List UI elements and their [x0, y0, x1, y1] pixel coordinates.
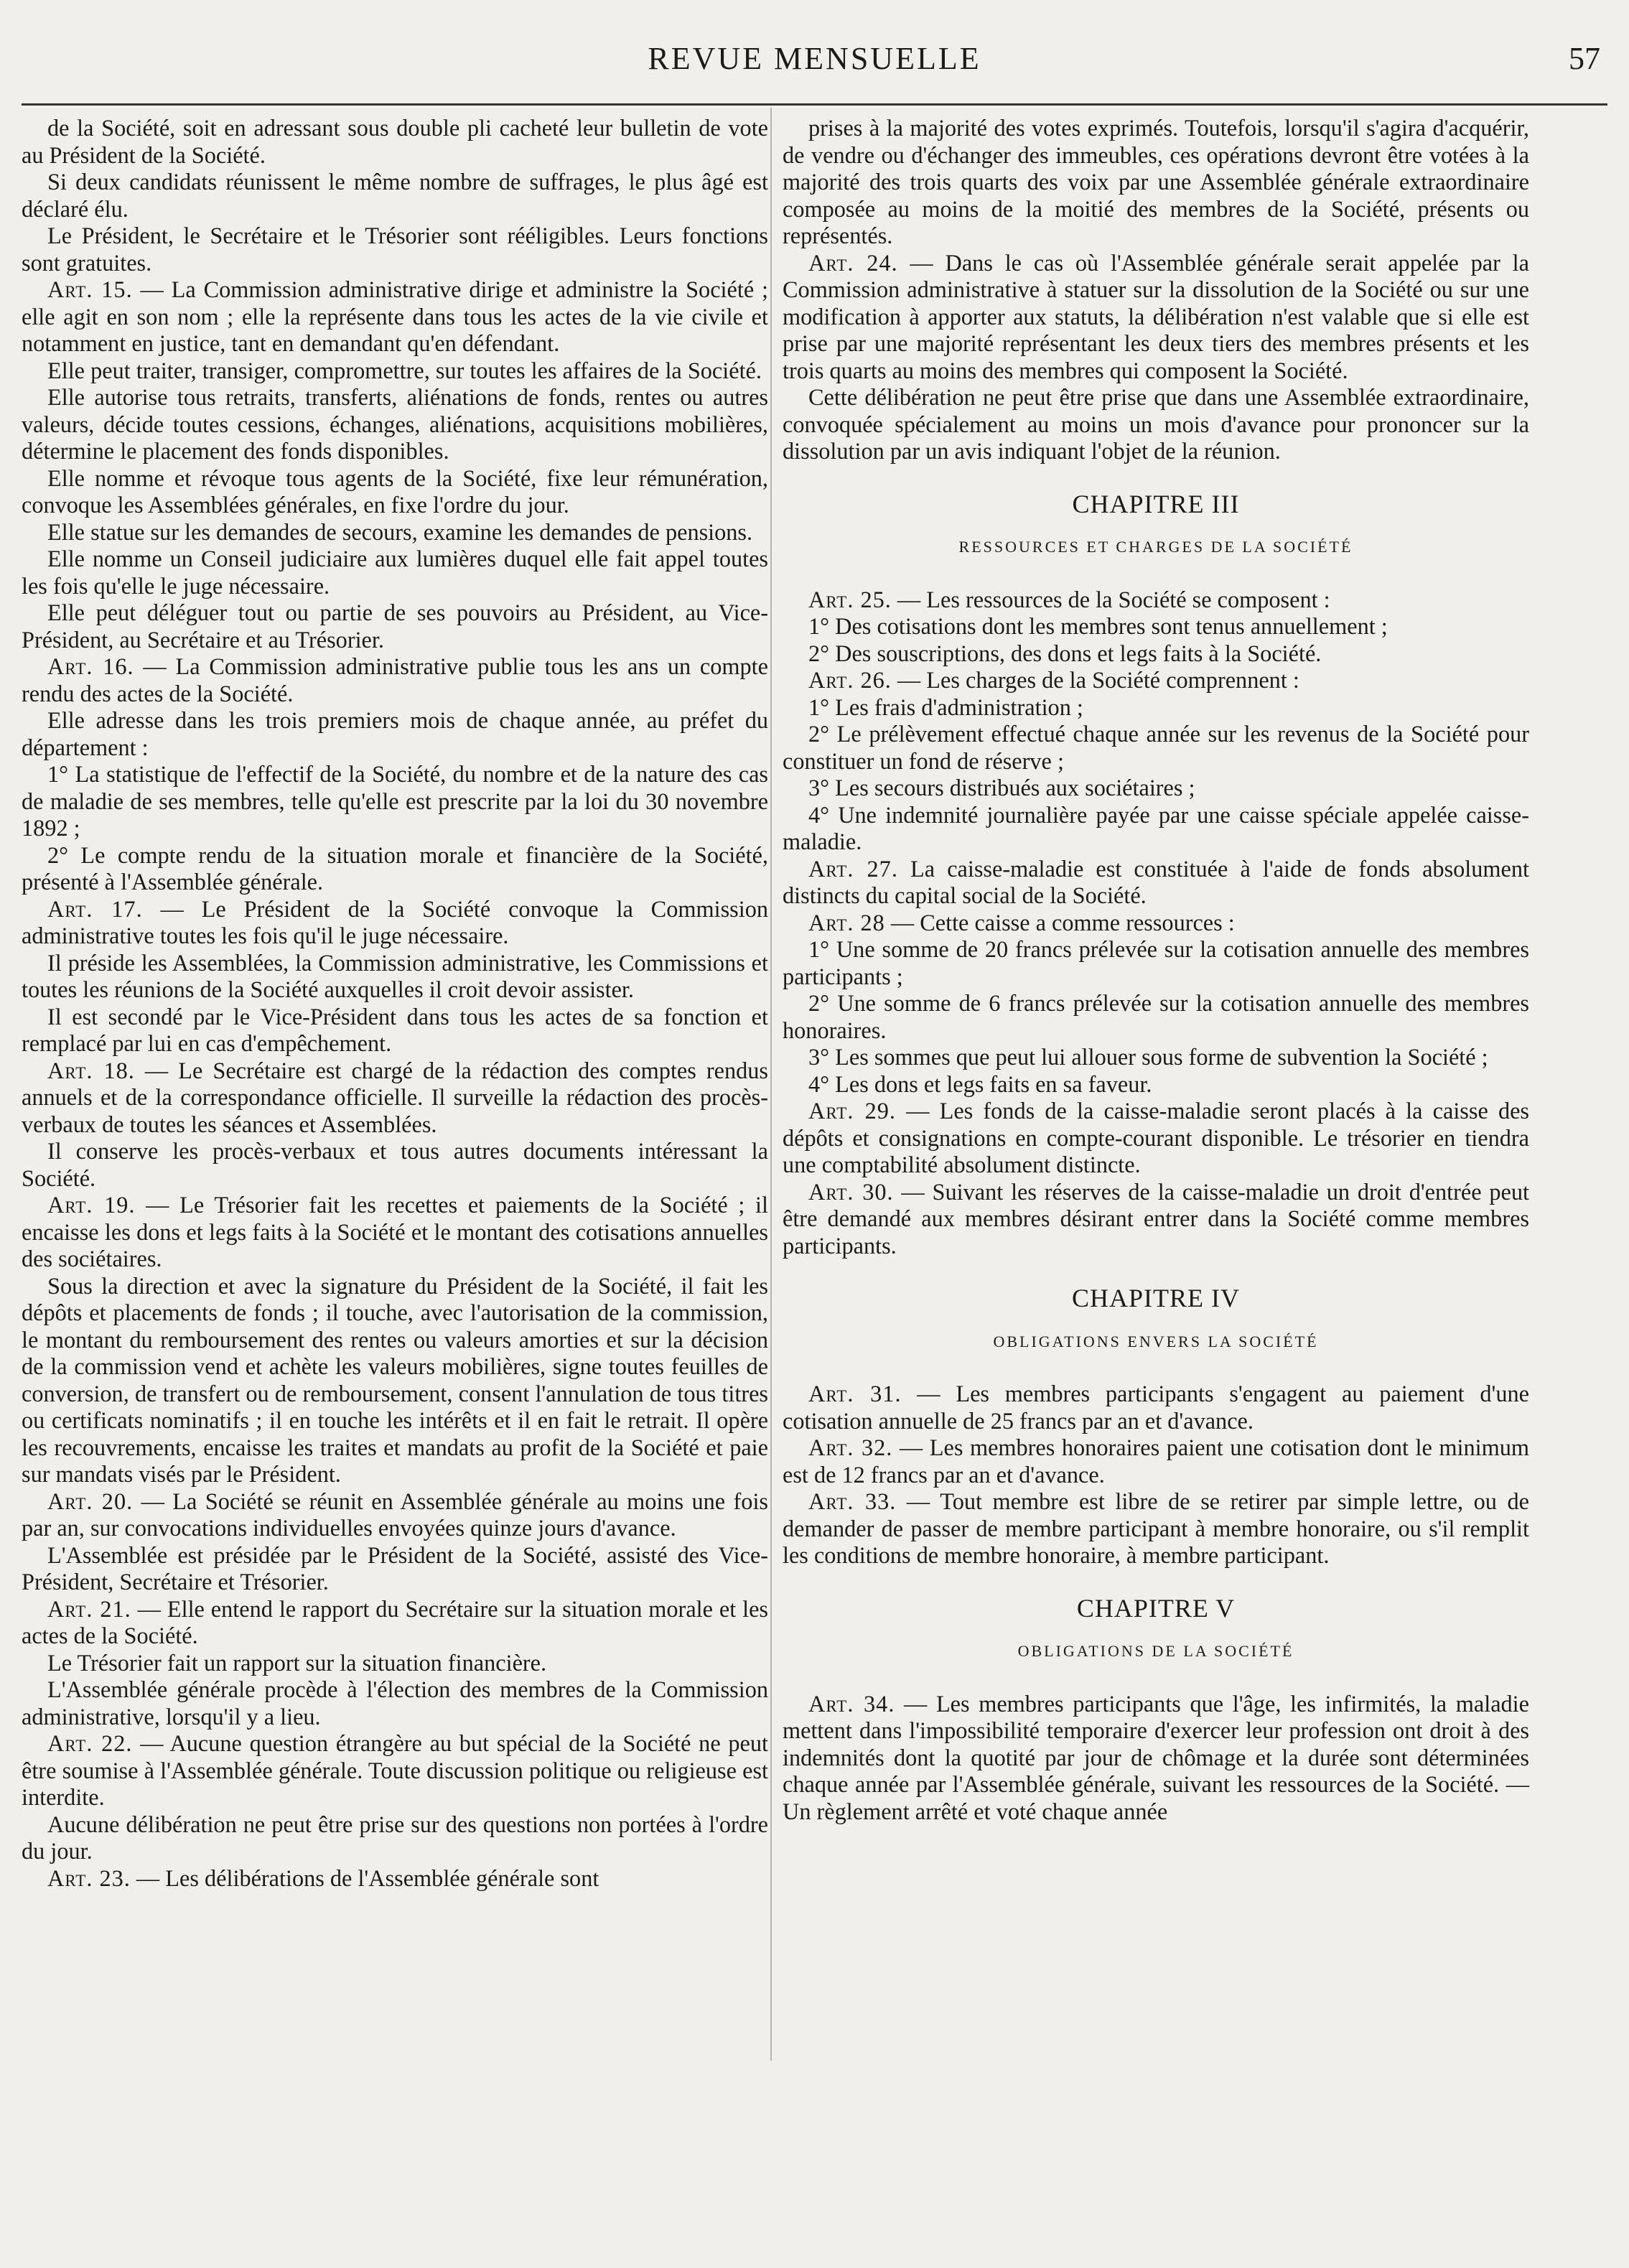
paragraph-text: 2° Des souscriptions, des dons et legs faits à la Société. [808, 640, 1322, 666]
article-number: Art. 31. [808, 1381, 902, 1406]
paragraph [22, 1004, 768, 1058]
paragraph [783, 1434, 1529, 1488]
paragraph [22, 1542, 768, 1596]
chapter-5-body [783, 1691, 1529, 1826]
paragraph-text: Il conserve les procès-verbaux et tous autres documents intéressant la Société. [22, 1138, 768, 1191]
paragraph [783, 856, 1529, 910]
paragraph-text: 1° Les frais d'administration ; [808, 694, 1083, 720]
paragraph-text: Le Trésorier fait un rapport sur la situation financière. [47, 1649, 547, 1676]
article-number: Art. 26. [808, 667, 892, 693]
paragraph-text: — Les charges de la Société comprennent : [891, 667, 1299, 693]
paragraph-text: — Les membres participants que l'âge, les infirmités, la maladie mettent dans l'impossibilité temporaire d'exercer leur profession ont droit à des indemnités dont la quotité par jour de chômage et la durée sont déterminées chaque année par l'Assemblée générale, suivant les ressources de la Société. — Un règlement arrêté et voté chaque année [783, 1690, 1529, 1824]
paragraph-text: — Les ressources de la Société se composent : [891, 586, 1330, 612]
paragraph [22, 546, 768, 599]
paragraph [22, 1676, 768, 1730]
paragraph-text: 3° Les secours distribués aux sociétaires ; [808, 775, 1195, 801]
paragraph [22, 653, 768, 707]
paragraph-text: — La Société se réunit en Assemblée générale au moins une fois par an, sur convocations individuelles envoyées quinze jours d'avance. [22, 1488, 768, 1541]
paragraph [783, 640, 1529, 668]
paragraph [783, 721, 1529, 775]
paragraph-text: 1° Une somme de 20 francs prélevée sur la cotisation annuelle des membres participants ; [783, 936, 1529, 989]
paragraph-text: La caisse-maladie est constituée à l'aide de fonds absolument distincts du capital social de la Société. [783, 855, 1529, 908]
paragraph [783, 802, 1529, 856]
paragraph-text: Le Président, le Secrétaire et le Trésorier sont rééligibles. Leurs fonctions sont gratuites. [22, 223, 768, 276]
paragraph-text: — Les fonds de la caisse-maladie seront placés à la caisse des dépôts et consignations en compte-courant disponible. Le trésorier en tiendra une comptabilité absolument distincte. [783, 1098, 1529, 1177]
paragraph-text: Elle autorise tous retraits, transferts, aliénations de fonds, rentes ou autres valeurs, décide toutes cessions, échanges, aliénations, acquisitions mobilières, détermine le placement des fonds disponibles. [22, 384, 768, 464]
paragraph-text: 1° Des cotisations dont les membres sont tenus annuellement ; [808, 613, 1388, 639]
paragraph [22, 761, 768, 842]
paragraph [783, 990, 1529, 1044]
article-number: Art. 27. [808, 855, 898, 882]
chapter-5-title: CHAPITRE V [1076, 1593, 1236, 1623]
paragraph-text: — Le Président de la Société convoque la Commission administrative toutes les fois qu'il le juge nécessaire. [22, 895, 768, 948]
paragraph [783, 250, 1529, 385]
paragraph [22, 1488, 768, 1542]
paragraph [22, 276, 768, 358]
paragraph [22, 169, 768, 223]
paragraph [783, 910, 1529, 937]
article-number: Art. 15. [47, 276, 133, 302]
paragraph [22, 1650, 768, 1677]
paragraph [22, 358, 768, 385]
paragraph-text: L'Assemblée générale procède à l'élection des membres de la Commission administrative, lorsqu'il y a lieu. [22, 1676, 768, 1730]
paragraph [783, 1044, 1529, 1071]
paragraph [783, 115, 1529, 250]
paragraph-text: 1° La statistique de l'effectif de la Société, du nombre et de la nature des cas de maladie de ses membres, telle qu'elle est prescrite par la loi du 30 novembre 1892 ; [22, 761, 768, 841]
paragraph [22, 519, 768, 546]
paragraph [22, 1730, 768, 1811]
paragraph [783, 1381, 1529, 1434]
paragraph [783, 936, 1529, 990]
paragraph-text: 2° Le prélèvement effectué chaque année sur les revenus de la Société pour constituer un fond de réserve ; [783, 721, 1529, 774]
paragraph-text: Il est secondé par le Vice-Président dans tous les actes de sa fonction et remplacé par lui en cas d'empêchement. [22, 1003, 768, 1056]
article-number: Art. 22. [47, 1730, 133, 1756]
paragraph [22, 1865, 768, 1893]
paragraph-text: — Le Trésorier fait les recettes et paiements de la Société ; il encaisse les dons et legs faits à la Société et le montant des cotisations annuelles des sociétaires. [22, 1192, 769, 1271]
paragraph-text: — Les délibérations de l'Assemblée générale sont [130, 1865, 599, 1891]
article-number: Art. 34. [808, 1690, 895, 1717]
chapter-4-title: CHAPITRE IV [1072, 1284, 1240, 1312]
paragraph [783, 1179, 1529, 1260]
paragraph [783, 694, 1529, 722]
paragraph [22, 1273, 768, 1488]
paragraph [22, 896, 768, 950]
paragraph-text: — Dans le cas où l'Assemblée générale serait appelée par la Commission administrative à statuer sur la dissolution de la Société ou sur une modification à apporter aux statuts, la délibération n'est valable que si elle est prise par une majorité représentant les deux tiers des membres présents et les trois quarts au moins des membres qui composent la Société. [783, 249, 1529, 383]
paragraph-text: 4° Les dons et legs faits en sa faveur. [808, 1070, 1152, 1097]
paragraph-text: Elle statue sur les demandes de secours, examine les demandes de pensions. [47, 518, 753, 545]
article-number: Art. 19. [47, 1192, 136, 1218]
paragraph-text: Elle nomme et révoque tous agents de la Société, fixe leur rémunération, convoque les Assemblées générales, en fixe l'ordre du jour. [22, 465, 768, 518]
paragraph-text: Aucune délibération ne peut être prise sur des questions non portées à l'ordre du jour. [22, 1811, 768, 1864]
paragraph [783, 775, 1529, 802]
article-number: Art. 16. [47, 653, 134, 679]
paragraph-text: — Elle entend le rapport du Secrétaire sur la situation morale et les actes de la Société. [22, 1595, 768, 1648]
paragraph [22, 950, 768, 1004]
paragraph [22, 1138, 768, 1192]
right-column [783, 115, 1529, 1825]
paragraph-text: Elle peut traiter, transiger, compromettre, sur toutes les affaires de la Société. [47, 357, 762, 383]
paragraph [22, 599, 768, 653]
paragraph [22, 842, 768, 896]
paragraph-text: Cette délibération ne peut être prise que dans une Assemblée extraordinaire, convoquée spécialement au moins un mois d'avance pour prononcer sur la dissolution par un avis indiquant l'objet de la réunion. [783, 384, 1529, 464]
chapter-4-body [783, 1381, 1529, 1569]
running-title: REVUE MENSUELLE [648, 41, 981, 76]
article-number: Art. 25. [808, 586, 892, 612]
paragraph-text: — Les membres participants s'engagent au paiement d'une cotisation annuelle de 25 francs par an et d'avance. [783, 1381, 1529, 1434]
left-column [22, 115, 768, 1892]
paragraph [22, 707, 768, 761]
paragraph [783, 613, 1529, 640]
paragraph-text: 2° Le compte rendu de la situation morale et financière de la Société, présenté à l'Assemblée générale. [22, 841, 768, 895]
paragraph [783, 1691, 1529, 1826]
article-number: Art. 21. [47, 1595, 131, 1622]
paragraph [22, 1192, 768, 1273]
paragraph [783, 1488, 1529, 1569]
paragraph-text: 3° Les sommes que peut lui allouer sous forme de subvention la Société ; [808, 1044, 1488, 1070]
paragraph-text: L'Assemblée est présidée par le Président de la Société, assisté des Vice-Président, Secrétaire et Trésorier. [22, 1541, 768, 1595]
paragraph-text: — Tout membre est libre de se retirer par simple lettre, ou de demander de passer de membre participant à membre honoraire, ou s'il remplit les conditions de membre honoraire, à membre participant. [783, 1488, 1529, 1568]
paragraph [783, 587, 1529, 614]
paragraph-text: Elle adresse dans les trois premiers mois de chaque année, au préfet du département : [22, 707, 768, 760]
paragraph-text: 4° Une indemnité journalière payée par une caisse spéciale appelée caisse-maladie. [783, 801, 1529, 854]
paragraph [22, 115, 768, 169]
paragraph-text: — La Commission administrative publie tous les ans un compte rendu des actes de la Société. [22, 653, 768, 706]
paragraph-text: — Suivant les réserves de la caisse-maladie un droit d'entrée peut être demandé aux membres désirant entrer dans la Société comme membres participants. [783, 1178, 1529, 1259]
paragraph [783, 1071, 1529, 1098]
article-number: Art. 29. [808, 1098, 896, 1124]
chapter-4-subtitle: OBLIGATIONS ENVERS LA SOCIÉTÉ [993, 1332, 1319, 1350]
paragraph [783, 1098, 1529, 1179]
article-number: Art. 17. [47, 895, 143, 922]
paragraph-text: Sous la direction et avec la signature du Président de la Société, il fait les dépôts et placements de fonds ; il touche, avec l'autorisation de la commission, le montant du remboursement des rentes ou valeurs amorties et sur la décision de la commission vend et achète les valeurs mobilières, signe toutes feuilles de conversion, de transfert ou de remboursement, consent l'annulation de tous titres ou certificats nominatifs ; il en touche les intérêts et il en fait le retrait. Il opère les recouvrements, encaisse les traites et mandats au profit de la Société et paie sur mandats visés par le Président. [22, 1272, 768, 1487]
column-divider [770, 108, 772, 2061]
paragraph-text: — Le Secrétaire est chargé de la rédaction des comptes rendus annuels et de la correspondance officielle. Il surveille la rédaction des procès-verbaux de toutes les séances et Assemblées. [22, 1057, 768, 1137]
paragraph-text: de la Société, soit en adressant sous double pli cacheté leur bulletin de vote au Président de la Société. [22, 115, 768, 168]
paragraph [22, 223, 768, 276]
paragraph [22, 1596, 768, 1650]
article-number: Art. 32. [808, 1434, 893, 1460]
paragraph-text: Elle nomme un Conseil judiciaire aux lumières duquel elle fait appel toutes les fois qu'elle le juge nécessaire. [22, 546, 768, 599]
paragraph-text: Il préside les Assemblées, la Commission administrative, les Commissions et toutes les réunions de la Société auxquelles il croit devoir assister. [22, 949, 768, 1002]
article-number: Art. 20. [47, 1488, 134, 1514]
paragraph [22, 1058, 768, 1139]
paragraph-text: Si deux candidats réunissent le même nombre de suffrages, le plus âgé est déclaré élu. [22, 169, 768, 222]
paragraph [22, 465, 768, 519]
article-number: Art. 28 [808, 909, 885, 935]
article-number: Art. 24. [808, 249, 898, 276]
paragraph-text: — Aucune question étrangère au but spécial de la Société ne peut être soumise à l'Assemblée générale. Toute discussion politique ou religieuse est interdite. [22, 1730, 768, 1810]
article-number: Art. 30. [808, 1178, 894, 1205]
article-number: Art. 18. [47, 1057, 135, 1083]
right-column-intro [783, 115, 1529, 465]
paragraph [783, 667, 1529, 694]
paragraph [22, 1811, 768, 1865]
paragraph [22, 384, 768, 465]
paragraph-text: prises à la majorité des votes exprimés. Toutefois, lorsqu'il s'agira d'acquérir, de vendre ou d'échanger des immeubles, ces opérations devront être votées à la majorité des trois quarts des voix par une Assemblée générale extraordinaire composée au moins de la moitié des membres de la Société, présents ou représentés. [783, 115, 1529, 248]
page-header [22, 34, 1607, 85]
chapter-3-body [783, 587, 1529, 1260]
chapter-3-subtitle: RESSOURCES ET CHARGES DE LA SOCIÉTÉ [958, 538, 1353, 556]
paragraph-text: — La Commission administrative dirige et administre la Société ; elle agit en son nom ; elle la représente dans tous les actes de la vie civile et notamment en justice, tant en demandant qu'en défendant. [22, 276, 768, 356]
header-rule [22, 103, 1607, 106]
paragraph-text: — Cette caisse a comme ressources : [884, 909, 1235, 935]
article-number: Art. 33. [808, 1488, 897, 1514]
paragraph-text: 2° Une somme de 6 francs prélevée sur la cotisation annuelle des membres honoraires. [783, 990, 1529, 1043]
chapter-3-title: CHAPITRE III [1072, 489, 1240, 518]
chapter-5-subtitle: OBLIGATIONS DE LA SOCIÉTÉ [1017, 1642, 1294, 1660]
article-number: Art. 23. [47, 1865, 131, 1891]
paragraph [783, 384, 1529, 465]
paragraph-text: — Les membres honoraires paient une cotisation dont le minimum est de 12 francs par an et d'avance. [783, 1434, 1529, 1488]
page-number: 57 [1569, 41, 1600, 76]
paragraph-text: Elle peut déléguer tout ou partie de ses pouvoirs au Président, au Vice-Président, au Secrétaire et au Trésorier. [22, 599, 768, 653]
